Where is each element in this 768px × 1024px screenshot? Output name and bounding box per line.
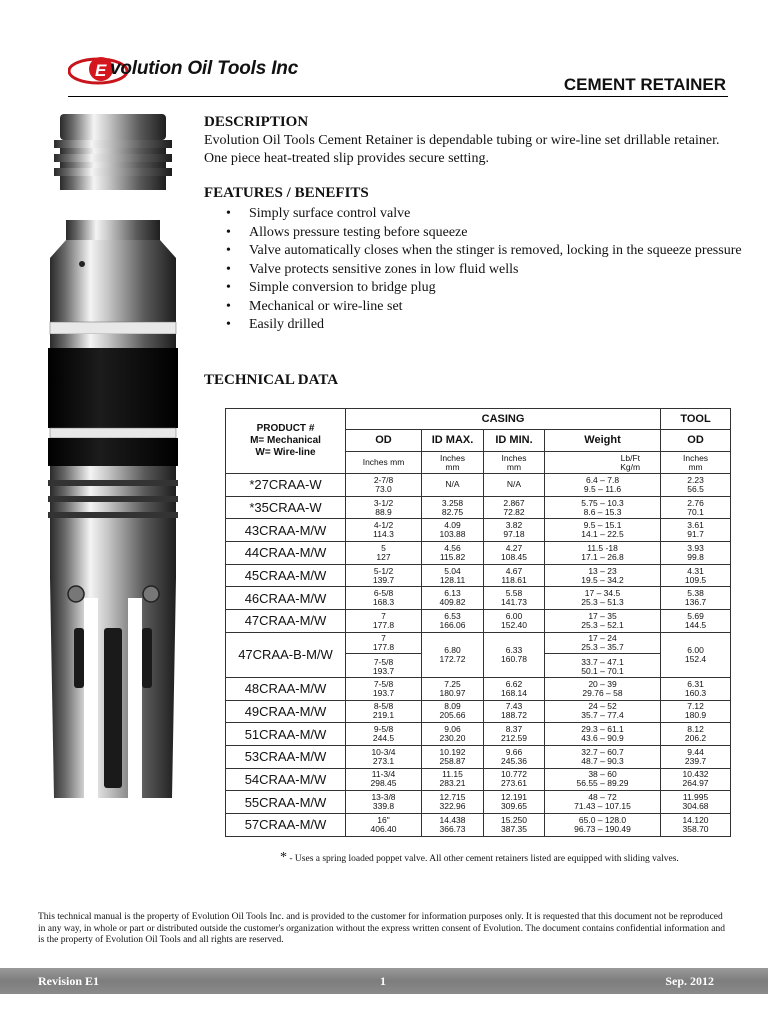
tool-cell: 3.61 91.7: [661, 519, 731, 542]
document-title: CEMENT RETAINER: [563, 75, 726, 94]
od-cell: 9-5/8 244.5: [346, 723, 422, 746]
page-number: 1: [380, 974, 386, 988]
product-cell: 49CRAA-M/W: [226, 700, 346, 723]
tool-cell: 4.31 109.5: [661, 564, 731, 587]
tool-cell: 11.995 304.68: [661, 791, 731, 814]
idmin-cell: 10.772 273.61: [484, 768, 545, 791]
logo-letter: E: [95, 61, 107, 80]
idmax-cell: N/A: [422, 474, 484, 497]
od-cell: 16" 406.40: [346, 813, 422, 836]
idmax-cell: 10.192 258.87: [422, 745, 484, 768]
table-row: [226, 745, 731, 768]
table-body: [226, 474, 731, 837]
feature-item: • Valve automatically closes when the stinger is removed, locking in the squeeze pressure: [226, 243, 742, 258]
table-row: [226, 564, 731, 587]
col-id-max: ID MAX.: [422, 430, 484, 452]
table-row: [226, 610, 731, 633]
idmax-cell: 7.25 180.97: [422, 677, 484, 700]
idmax-cell: 3.258 82.75: [422, 496, 484, 519]
tool-cell: 10.432 264.97: [661, 768, 731, 791]
table-row: [226, 791, 731, 814]
tool-cell: 6.31 160.3: [661, 677, 731, 700]
revision-label: Revision E1: [38, 974, 100, 988]
od-cell: 4-1/2 114.3: [346, 519, 422, 542]
feature-item: • Easily drilled: [226, 317, 325, 332]
od-cell: 7 177.8 7-5/8 193.7: [346, 632, 422, 677]
idmax-cell: 6.53 166.06: [422, 610, 484, 633]
idmax-cell: 6.13 409.82: [422, 587, 484, 610]
idmin-cell: 7.43 188.72: [484, 700, 545, 723]
tool-header: TOOL: [661, 409, 731, 430]
idmax-cell: 11.15 283.21: [422, 768, 484, 791]
od-cell: 11-3/4 298.45: [346, 768, 422, 791]
product-cell: *27CRAA-W: [226, 474, 346, 497]
casing-header: CASING: [346, 409, 661, 430]
idmin-cell: 12.191 309.65: [484, 791, 545, 814]
feature-item: • Allows pressure testing before squeeze: [226, 224, 468, 240]
idmin-cell: 6.00 152.40: [484, 610, 545, 633]
weight-cell: 65.0 – 128.0 96.73 – 190.49: [545, 813, 661, 836]
tool-cell: 5.69 144.5: [661, 610, 731, 633]
weight-cell: 13 – 23 19.5 – 34.2: [545, 564, 661, 587]
table-row: [226, 587, 731, 610]
features-list: [204, 205, 749, 335]
weight-cell: 48 – 72 71.43 – 107.15: [545, 791, 661, 814]
od-cell: 8-5/8 219.1: [346, 700, 422, 723]
idmin-cell: 5.58 141.73: [484, 587, 545, 610]
table-row: [226, 677, 731, 700]
weight-cell: 29.3 – 61.1 43.6 – 90.9: [545, 723, 661, 746]
product-cell: 45CRAA-M/W: [226, 564, 346, 587]
unit-cell: Inches mm: [484, 452, 545, 474]
table-row: [226, 632, 731, 677]
weight-cell: 9.5 – 15.1 14.1 – 22.5: [545, 519, 661, 542]
product-cell: 55CRAA-M/W: [226, 791, 346, 814]
idmin-cell: 2.867 72.82: [484, 496, 545, 519]
idmin-cell: 6.33 160.78: [484, 632, 545, 677]
product-cell: 53CRAA-M/W: [226, 745, 346, 768]
idmin-cell: 15.250 387.35: [484, 813, 545, 836]
od-cell: 5-1/2 139.7: [346, 564, 422, 587]
od-cell: 3-1/2 88.9: [346, 496, 422, 519]
feature-item: • Mechanical or wire-line set: [226, 298, 403, 314]
od-cell: 5 127: [346, 542, 422, 565]
tool-cell: 2.76 70.1: [661, 496, 731, 519]
idmin-cell: N/A: [484, 474, 545, 497]
od-cell: 2-7/8 73.0: [346, 474, 422, 497]
product-cell: *35CRAA-W: [226, 496, 346, 519]
cement-retainer-illustration: [38, 108, 188, 808]
table-row: [226, 700, 731, 723]
unit-cell: Inches mm: [346, 452, 422, 474]
idmax-cell: 14.438 366.73: [422, 813, 484, 836]
weight-cell: 17 – 24 25.3 – 35.7 33.7 – 47.1 50.1 – 70.1: [545, 632, 661, 677]
feature-item: • Valve protects sensitive zones in low fluid wells: [226, 261, 519, 277]
idmax-cell: 4.09 103.88: [422, 519, 484, 542]
od-cell: 6-5/8 168.3: [346, 587, 422, 610]
unit-cell: Lb/Ft Kg/m: [545, 452, 661, 474]
header-divider: [68, 96, 728, 97]
footnote: [280, 850, 679, 866]
technical-data-table: [225, 408, 731, 837]
weight-cell: 32.7 – 60.7 48.7 – 90.3: [545, 745, 661, 768]
table-row: [226, 723, 731, 746]
footnote-text: - Uses a spring loaded poppet valve. All other cement retainers listed are equipped with sliding valves.: [287, 854, 679, 864]
product-cell: 47CRAA-B-M/W: [226, 632, 346, 677]
logo-text: volution Oil Tools Inc: [110, 58, 299, 79]
col-od: OD: [346, 430, 422, 452]
company-logo: [68, 52, 368, 90]
feature-item: • Simply surface control valve: [226, 206, 411, 221]
idmax-cell: 6.80 172.72: [422, 632, 484, 677]
technical-data-heading: TECHNICAL DATA: [204, 372, 339, 388]
idmin-cell: 6.62 168.14: [484, 677, 545, 700]
footnote-asterisk: *: [280, 850, 287, 865]
table-row: [226, 474, 731, 497]
feature-item: • Simple conversion to bridge plug: [226, 280, 436, 295]
weight-cell: 6.4 – 7.8 9.5 – 11.6: [545, 474, 661, 497]
od-cell: 7-5/8 193.7: [346, 677, 422, 700]
product-cell: 48CRAA-M/W: [226, 677, 346, 700]
idmax-cell: 4.56 115.82: [422, 542, 484, 565]
footer-bar: [0, 968, 768, 994]
table-row: [226, 519, 731, 542]
product-cell: 54CRAA-M/W: [226, 768, 346, 791]
weight-cell: 24 – 52 35.7 – 77.4: [545, 700, 661, 723]
col-weight: Weight: [545, 430, 661, 452]
tool-cell: 5.38 136.7: [661, 587, 731, 610]
weight-cell: 20 – 39 29.76 – 58: [545, 677, 661, 700]
idmin-cell: 8.37 212.59: [484, 723, 545, 746]
idmin-cell: 9.66 245.36: [484, 745, 545, 768]
product-cell: 51CRAA-M/W: [226, 723, 346, 746]
col-id-min: ID MIN.: [484, 430, 545, 452]
product-header: PRODUCT # M= Mechanical W= Wire-line: [226, 409, 346, 474]
idmax-cell: 12.715 322.96: [422, 791, 484, 814]
weight-cell: 11.5 -18 17.1 – 26.8: [545, 542, 661, 565]
unit-cell: Inches mm: [422, 452, 484, 474]
idmin-cell: 4.27 108.45: [484, 542, 545, 565]
product-cell: 57CRAA-M/W: [226, 813, 346, 836]
tool-cell: 2.23 56.5: [661, 474, 731, 497]
product-cell: 43CRAA-M/W: [226, 519, 346, 542]
product-cell: 46CRAA-M/W: [226, 587, 346, 610]
table-row: [226, 813, 731, 836]
weight-cell: 17 – 35 25.3 – 52.1: [545, 610, 661, 633]
table-row: [226, 496, 731, 519]
od-cell: 13-3/8 339.8: [346, 791, 422, 814]
unit-cell: Inches mm: [661, 452, 731, 474]
idmax-cell: 9.06 230.20: [422, 723, 484, 746]
disclaimer-text: This technical manual is the property of Evolution Oil Tools Inc. and is provided to the customer for information purposes only. It is requested that this document not be reproduced in any way, in whole or part or distributed outside the customer's organization without the express written consent of Evolution. The document contains confidential information and is the property of Evolution Oil Tools and all rights are reserved.: [38, 912, 725, 945]
weight-cell: 5.75 – 10.3 8.6 – 15.3: [545, 496, 661, 519]
tool-cell: 8.12 206.2: [661, 723, 731, 746]
tool-cell: 7.12 180.9: [661, 700, 731, 723]
col-tool-od: OD: [661, 430, 731, 452]
table-row: [226, 768, 731, 791]
idmax-cell: 8.09 205.66: [422, 700, 484, 723]
od-cell: 7 177.8: [346, 610, 422, 633]
product-cell: 47CRAA-M/W: [226, 610, 346, 633]
product-cell: 44CRAA-M/W: [226, 542, 346, 565]
tool-cell: 6.00 152.4: [661, 632, 731, 677]
weight-cell: 17 – 34.5 25.3 – 51.3: [545, 587, 661, 610]
idmin-cell: 4.67 118.61: [484, 564, 545, 587]
table-row: [226, 542, 731, 565]
footer-date: Sep. 2012: [665, 974, 714, 988]
weight-cell: 38 – 60 56.55 – 89.29: [545, 768, 661, 791]
description-heading: DESCRIPTION: [204, 114, 309, 130]
idmax-cell: 5.04 128.11: [422, 564, 484, 587]
idmin-cell: 3.82 97.18: [484, 519, 545, 542]
features-heading: FEATURES / BENEFITS: [204, 185, 369, 201]
tool-cell: 14.120 358.70: [661, 813, 731, 836]
tool-cell: 9.44 239.7: [661, 745, 731, 768]
tool-cell: 3.93 99.8: [661, 542, 731, 565]
description-text: Evolution Oil Tools Cement Retainer is dependable tubing or wire-line set drillable retainer. One piece heat-treated slip provides secure setting.: [204, 133, 720, 166]
od-cell: 10-3/4 273.1: [346, 745, 422, 768]
